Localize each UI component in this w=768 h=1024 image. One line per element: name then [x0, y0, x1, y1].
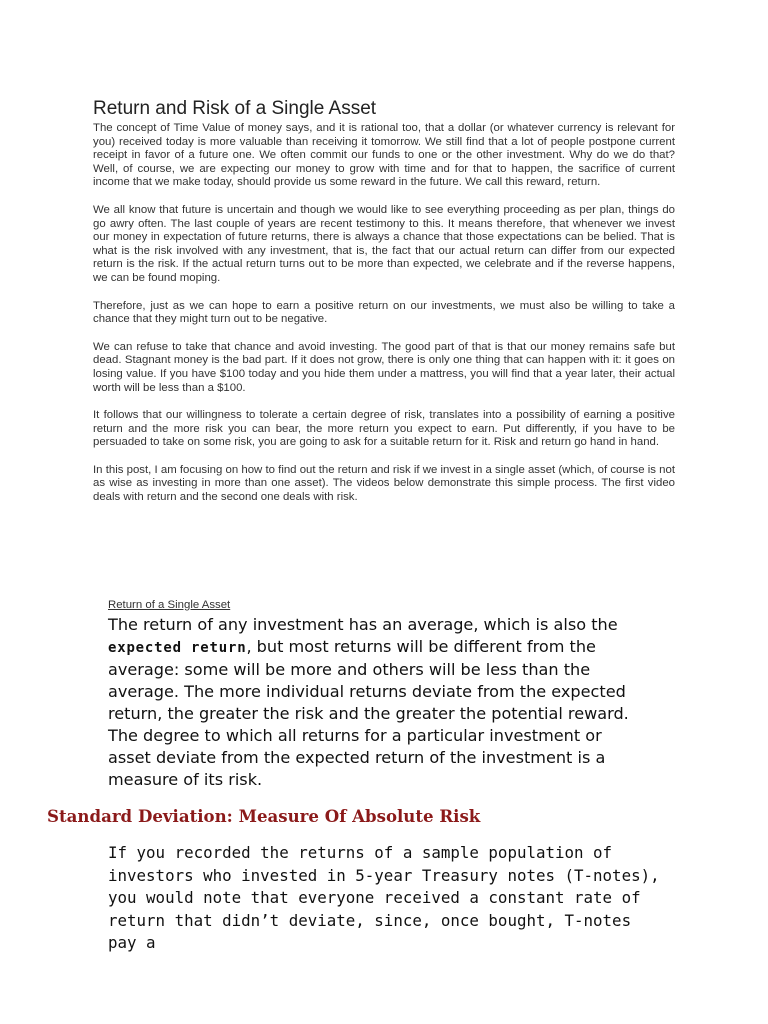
- document-title: Return and Risk of a Single Asset: [93, 98, 377, 119]
- paragraph-time-value: The concept of Time Value of money says, and it is rational too, that a dollar (or whatever currency is relevant for you) received today is more valuable than receiving it tomorrow. We still find that a lot of people postpone current receipt in favor of a future one. We often commit our funds to one or the other investment. Why do we do that? Well, of course, we are expecting our money to grow with time and for that to happen, the sacrifice of current income that we make today, should provide us some reward in the future. We call this reward, return.: [93, 122, 675, 189]
- paragraph-post-focus: In this post, I am focusing on how to find out the return and risk if we invest in a single asset (which, of course is not as wise as investing in more than one asset). The videos below demonstrate this simple process. The first video deals with return and the second one deals with risk.: [93, 463, 675, 504]
- excerpt-expected-return: [108, 614, 648, 791]
- excerpt-text-after: , but most returns will be different from the average: some will be more and others will be less than the average. The more individual returns deviate from the expected return, the greater the risk and the greater the potential reward. The degree to which all returns for a particular investment or asset deviate from the expected return of the investment is a measure of its risk.: [108, 637, 629, 789]
- video-link-return[interactable]: Return of a Single Asset: [108, 599, 231, 611]
- section-heading-standard-deviation: Standard Deviation: Measure Of Absolute Risk: [47, 806, 481, 826]
- paragraph-negative-return: Therefore, just as we can hope to earn a positive return on our investments, we must also be willing to take a chance that they might turn out to be negative.: [93, 299, 675, 326]
- excerpt-text-before: The return of any investment has an average, which is also the: [108, 615, 618, 634]
- excerpt-treasury-notes: If you recorded the returns of a sample population of investors who invested in 5-year Treasury notes (T-notes), you would note that everyone received a constant rate of return that didn’t deviate, since, once bought, T-notes pay a: [108, 843, 660, 952]
- intro-body: [93, 122, 675, 519]
- paragraph-risk-tolerance: It follows that our willingness to tolerate a certain degree of risk, translates into a possibility of earning a positive return and the more risk you can bear, the more return you expect to earn. Put differently, if you have to be persuaded to take on some risk, you are going to ask for a suitable return for it. Risk and return go hand in hand.: [93, 409, 675, 449]
- paragraph-uncertainty: We all know that future is uncertain and though we would like to see everything proceeding as per plan, things do go awry often. The last couple of years are recent testimony to this. It means therefore, that whenever we invest our money in expectation of future returns, there is always a chance that those expectations can be belied. That is what is the risk involved with any investment, that is, the fact that our actual return can differ from our expected return is the risk. If the actual return turns out to be more than expected, we celebrate and if the reverse happens, we can be found moping.: [93, 203, 675, 284]
- paragraph-avoid-investing: We can refuse to take that chance and avoid investing. The good part of that is that our money remains safe but dead. Stagnant money is the bad part. If it does not grow, there is only one thing that can happen with it: it goes on losing value. If you have $100 today and you hide them under a mattress, you will find that a year later, their actual worth will be less than a $100.: [93, 340, 675, 394]
- expected-return-term: expected return: [108, 640, 247, 656]
